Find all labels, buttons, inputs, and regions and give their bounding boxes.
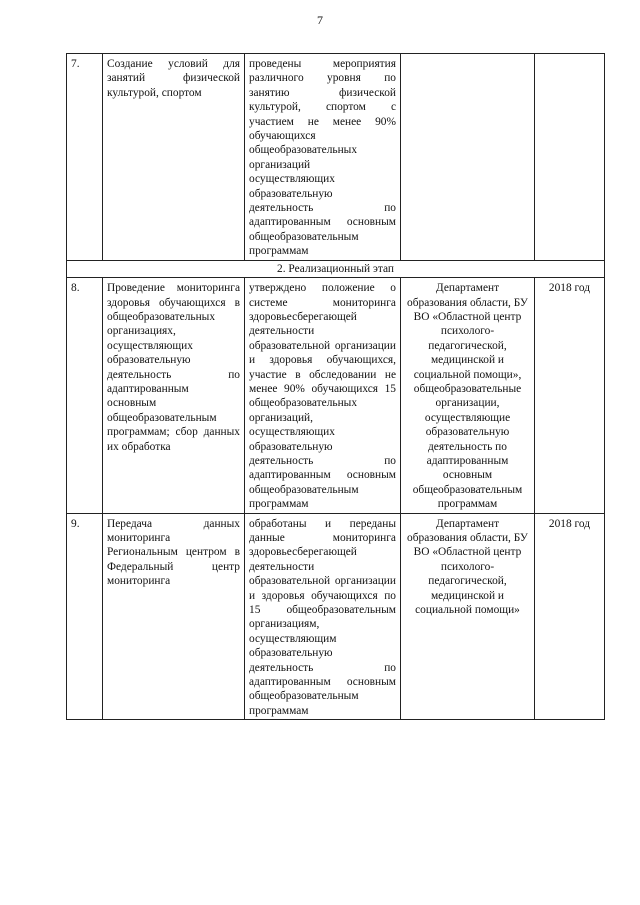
deadline-cell xyxy=(535,54,605,261)
page-number: 7 xyxy=(317,13,323,27)
stage-title: 2. Реализационный этап xyxy=(67,260,605,277)
row-number: 8. xyxy=(67,278,103,514)
stage-header-row xyxy=(67,260,605,277)
table-row xyxy=(67,513,605,720)
executors-cell: Департамент образования области, БУ ВО «Областной центр психолого-педагогической, медицинской и социальной помощи» xyxy=(401,513,535,720)
event-cell: Передача данных мониторинга Региональным центром в Федеральный центр мониторинга xyxy=(103,513,245,720)
deadline-cell: 2018 год xyxy=(535,513,605,720)
executors-cell: Департамент образования области, БУ ВО «Областной центр психолого-педагогической, медицинской и социальной помощи», общеобразовательные организации, осуществляющие образовательную деятельность по адаптированным основным общеобразовательным программам xyxy=(401,278,535,514)
table-row xyxy=(67,278,605,514)
event-cell: Проведение мониторинга здоровья обучающихся в общеобразовательных организациях, осуществляющих образовательную деятельность по адаптированным основным общеобразовательным программам; сбор данных их обработка xyxy=(103,278,245,514)
table-row xyxy=(67,54,605,261)
executors-cell xyxy=(401,54,535,261)
row-number: 7. xyxy=(67,54,103,261)
deadline-cell: 2018 год xyxy=(535,278,605,514)
row-number: 9. xyxy=(67,513,103,720)
event-cell: Создание условий для занятий физической культурой, спортом xyxy=(103,54,245,261)
result-cell: обработаны и переданы данные мониторинга здоровьесберегающей деятельности образовательной организации и здоровья обучающихся по 15 общеобразовательным организациям, осуществляющим образовательную деятельность по адаптированным основным общеобразовательным программам xyxy=(245,513,401,720)
result-cell: утверждено положение о системе мониторинга здоровьесберегающей деятельности образовательной организации и здоровья обучающихся, участие в обследовании не менее 90% обучающихся 15 общеобразовательных организаций, осуществляющих образовательную деятельность по адаптированным основным общеобразовательным программам xyxy=(245,278,401,514)
plan-table xyxy=(66,53,605,720)
result-cell: проведены мероприятия различного уровня по занятию физической культурой, спортом с участием не менее 90% обучающихся общеобразовательных организаций осуществляющих образовательную деятельность по адаптированным основным общеобразовательным программам xyxy=(245,54,401,261)
